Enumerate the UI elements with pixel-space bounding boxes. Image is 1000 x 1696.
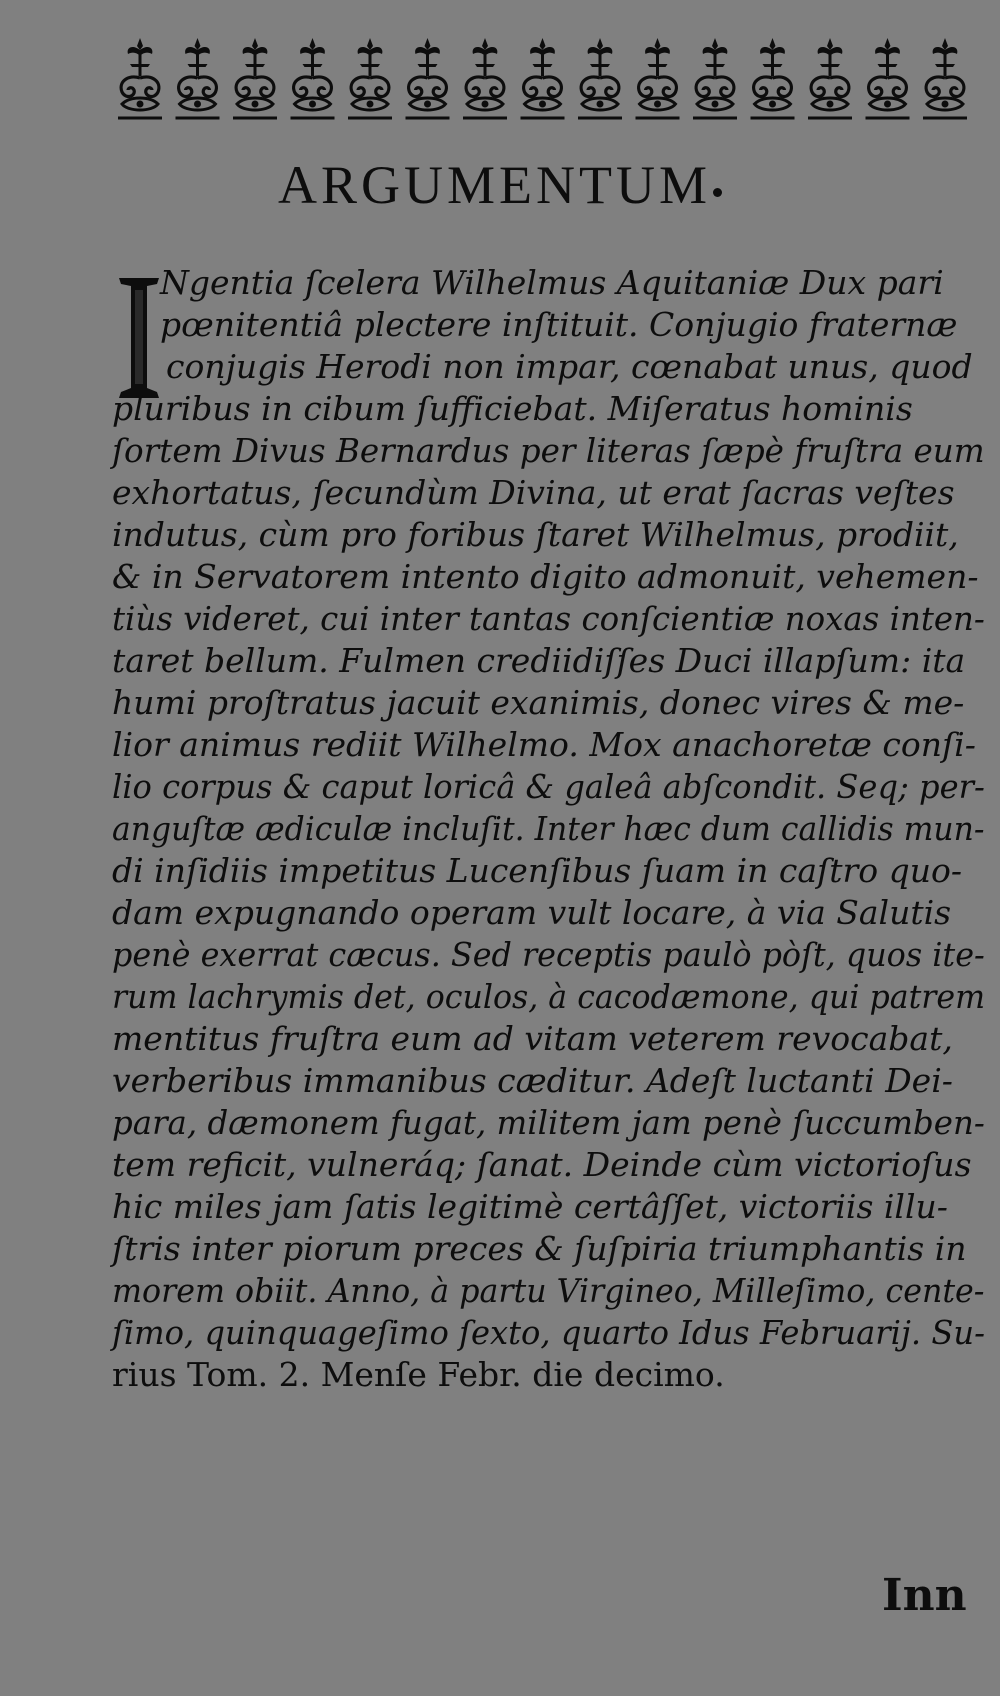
text-line: lio corpus & caput loricâ & galeâ abſcondit. Seq; per- — [112, 767, 985, 806]
text-line: verberibus immanibus cæditur. Adeſt luctanti Dei- — [112, 1061, 953, 1100]
text-line: ſimo, quinquageſimo ſexto, quarto Idus Februarij. Su- — [112, 1313, 985, 1352]
text-line: anguſtæ ædiculæ incluſit. Inter hæc dum callidis mun- — [112, 809, 985, 848]
text-line: pœnitentiâ plectere inſtituit. Conjugio fraternæ — [160, 305, 958, 344]
text-line: di inſidiis impetitus Lucenſibus ſuam in caſtro quo- — [112, 851, 963, 890]
text-line: lior animus rediit Wilhelmo. Mox anachoretæ conſi- — [112, 725, 976, 764]
text-line: indutus, cùm pro foribus ſtaret Wilhelmus, prodiit, — [112, 515, 959, 554]
text-line: exhortatus, ſecundùm Divina, ut erat ſacras veſtes — [112, 473, 955, 512]
text-line: hic miles jam ſatis legitimè certâſſet, victoriis illu- — [112, 1187, 948, 1226]
text-line: mentitus fruſtra eum ad vitam veterem revocabat, — [112, 1019, 953, 1058]
text-line: taret bellum. Fulmen crediidiſſes Duci illapſum: ita — [112, 641, 966, 680]
page-title: ARGUMENTUM — [0, 158, 1000, 212]
text-line: penè exerrat cæcus. Sed receptis paulò pòſt, quos ite- — [112, 935, 985, 974]
text-line: & in Servatorem intento digito admonuit, vehemen- — [112, 557, 979, 596]
text-line: tiùs videret, cui inter tantas conſcientiæ noxas inten- — [112, 599, 985, 638]
text-line: para, dæmonem fugat, militem jam penè ſuccumben- — [112, 1103, 985, 1142]
catchword: Inn — [882, 1570, 967, 1621]
text-line: conjugis Herodi non impar, cœnabat unus, quod — [166, 347, 973, 386]
text-line: morem obiit. Anno, à partu Virgineo, Milleſimo, cente- — [112, 1271, 985, 1310]
text-line: rius Tom. 2. Menſe Febr. die decimo. — [112, 1355, 725, 1394]
text-line: tem reficit, vulneráq; ſanat. Deinde cùm victorioſus — [112, 1145, 972, 1184]
text-line: ſtris inter piorum preces & ſuſpiria triumphantis in — [112, 1229, 967, 1268]
text-line: ſortem Divus Bernardus per literas ſæpè fruſtra eum — [112, 431, 985, 470]
text-line: rum lachrymis det, oculos, à cacodæmone, qui patrem — [112, 977, 986, 1016]
text-line: pluribus in cibum ſufficiebat. Miſeratus hominis — [112, 389, 913, 428]
text-line: Ngentia ſcelera Wilhelmus Aquitaniæ Dux pari — [160, 263, 944, 302]
text-line: humi proſtratus jacuit exanimis, donec vires & me- — [112, 683, 965, 722]
text-line: dam expugnando operam vult locare, à via Salutis — [112, 893, 952, 932]
